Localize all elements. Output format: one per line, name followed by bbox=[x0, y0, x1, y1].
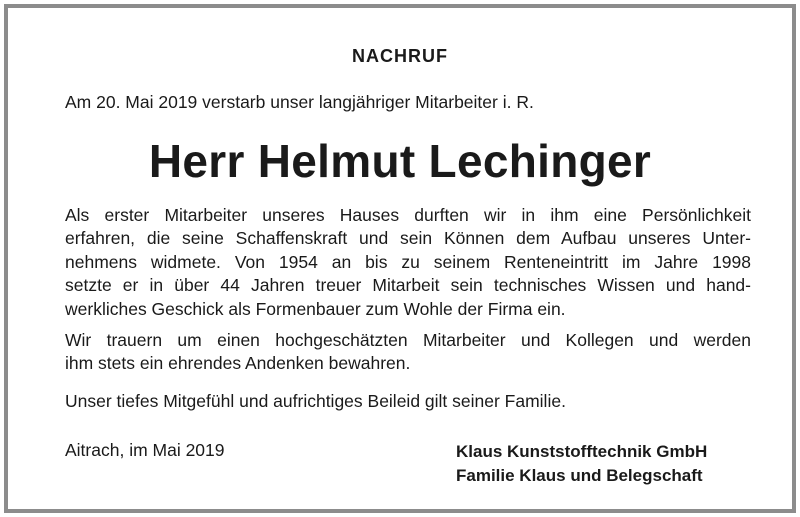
paragraph-line: Als erster Mitarbeiter unseres Hauses durften wir in ihm eine Persönlichkeit bbox=[65, 205, 751, 225]
paragraph-line: ihm stets ein ehrendes Andenken bewahren. bbox=[65, 353, 411, 374]
paragraph-tribute bbox=[65, 204, 751, 321]
obituary-frame bbox=[4, 4, 796, 513]
company-name: Klaus Kunststofftechnik GmbH bbox=[456, 442, 708, 461]
paragraph-line: setzte er in über 44 Jahren treuer Mitarbeit sein technisches Wissen und hand- bbox=[65, 275, 751, 296]
deceased-name: Herr Helmut Lechinger bbox=[148, 135, 652, 187]
paragraph-mourning bbox=[65, 329, 751, 376]
paragraph-line: nehmens widmete. Von 1954 an bis zu seinem Renteneintritt im Jahre 1998 bbox=[65, 251, 751, 272]
place-date: Aitrach, im Mai 2019 bbox=[65, 440, 225, 460]
heading-nachruf: NACHRUF bbox=[352, 46, 448, 66]
family-staff: Familie Klaus und Belegschaft bbox=[456, 466, 703, 485]
intro-line: Am 20. Mai 2019 verstarb unser langjähriger Mitarbeiter i. R. bbox=[65, 92, 534, 112]
paragraph-condolence bbox=[65, 390, 751, 413]
paragraph-line: erfahren, die seine Schaffenskraft und sein Können dem Aufbau unseres Unter- bbox=[65, 228, 751, 249]
signature-block bbox=[456, 440, 707, 488]
paragraph-line: werkliches Geschick als Formenbauer zum Wohle der Firma ein. bbox=[65, 298, 566, 319]
paragraph-line: Wir trauern um einen hochgeschätzten Mitarbeiter und Kollegen und werden bbox=[65, 330, 751, 350]
paragraph-line: Unser tiefes Mitgefühl und aufrichtiges Beileid gilt seiner Familie. bbox=[65, 391, 566, 411]
